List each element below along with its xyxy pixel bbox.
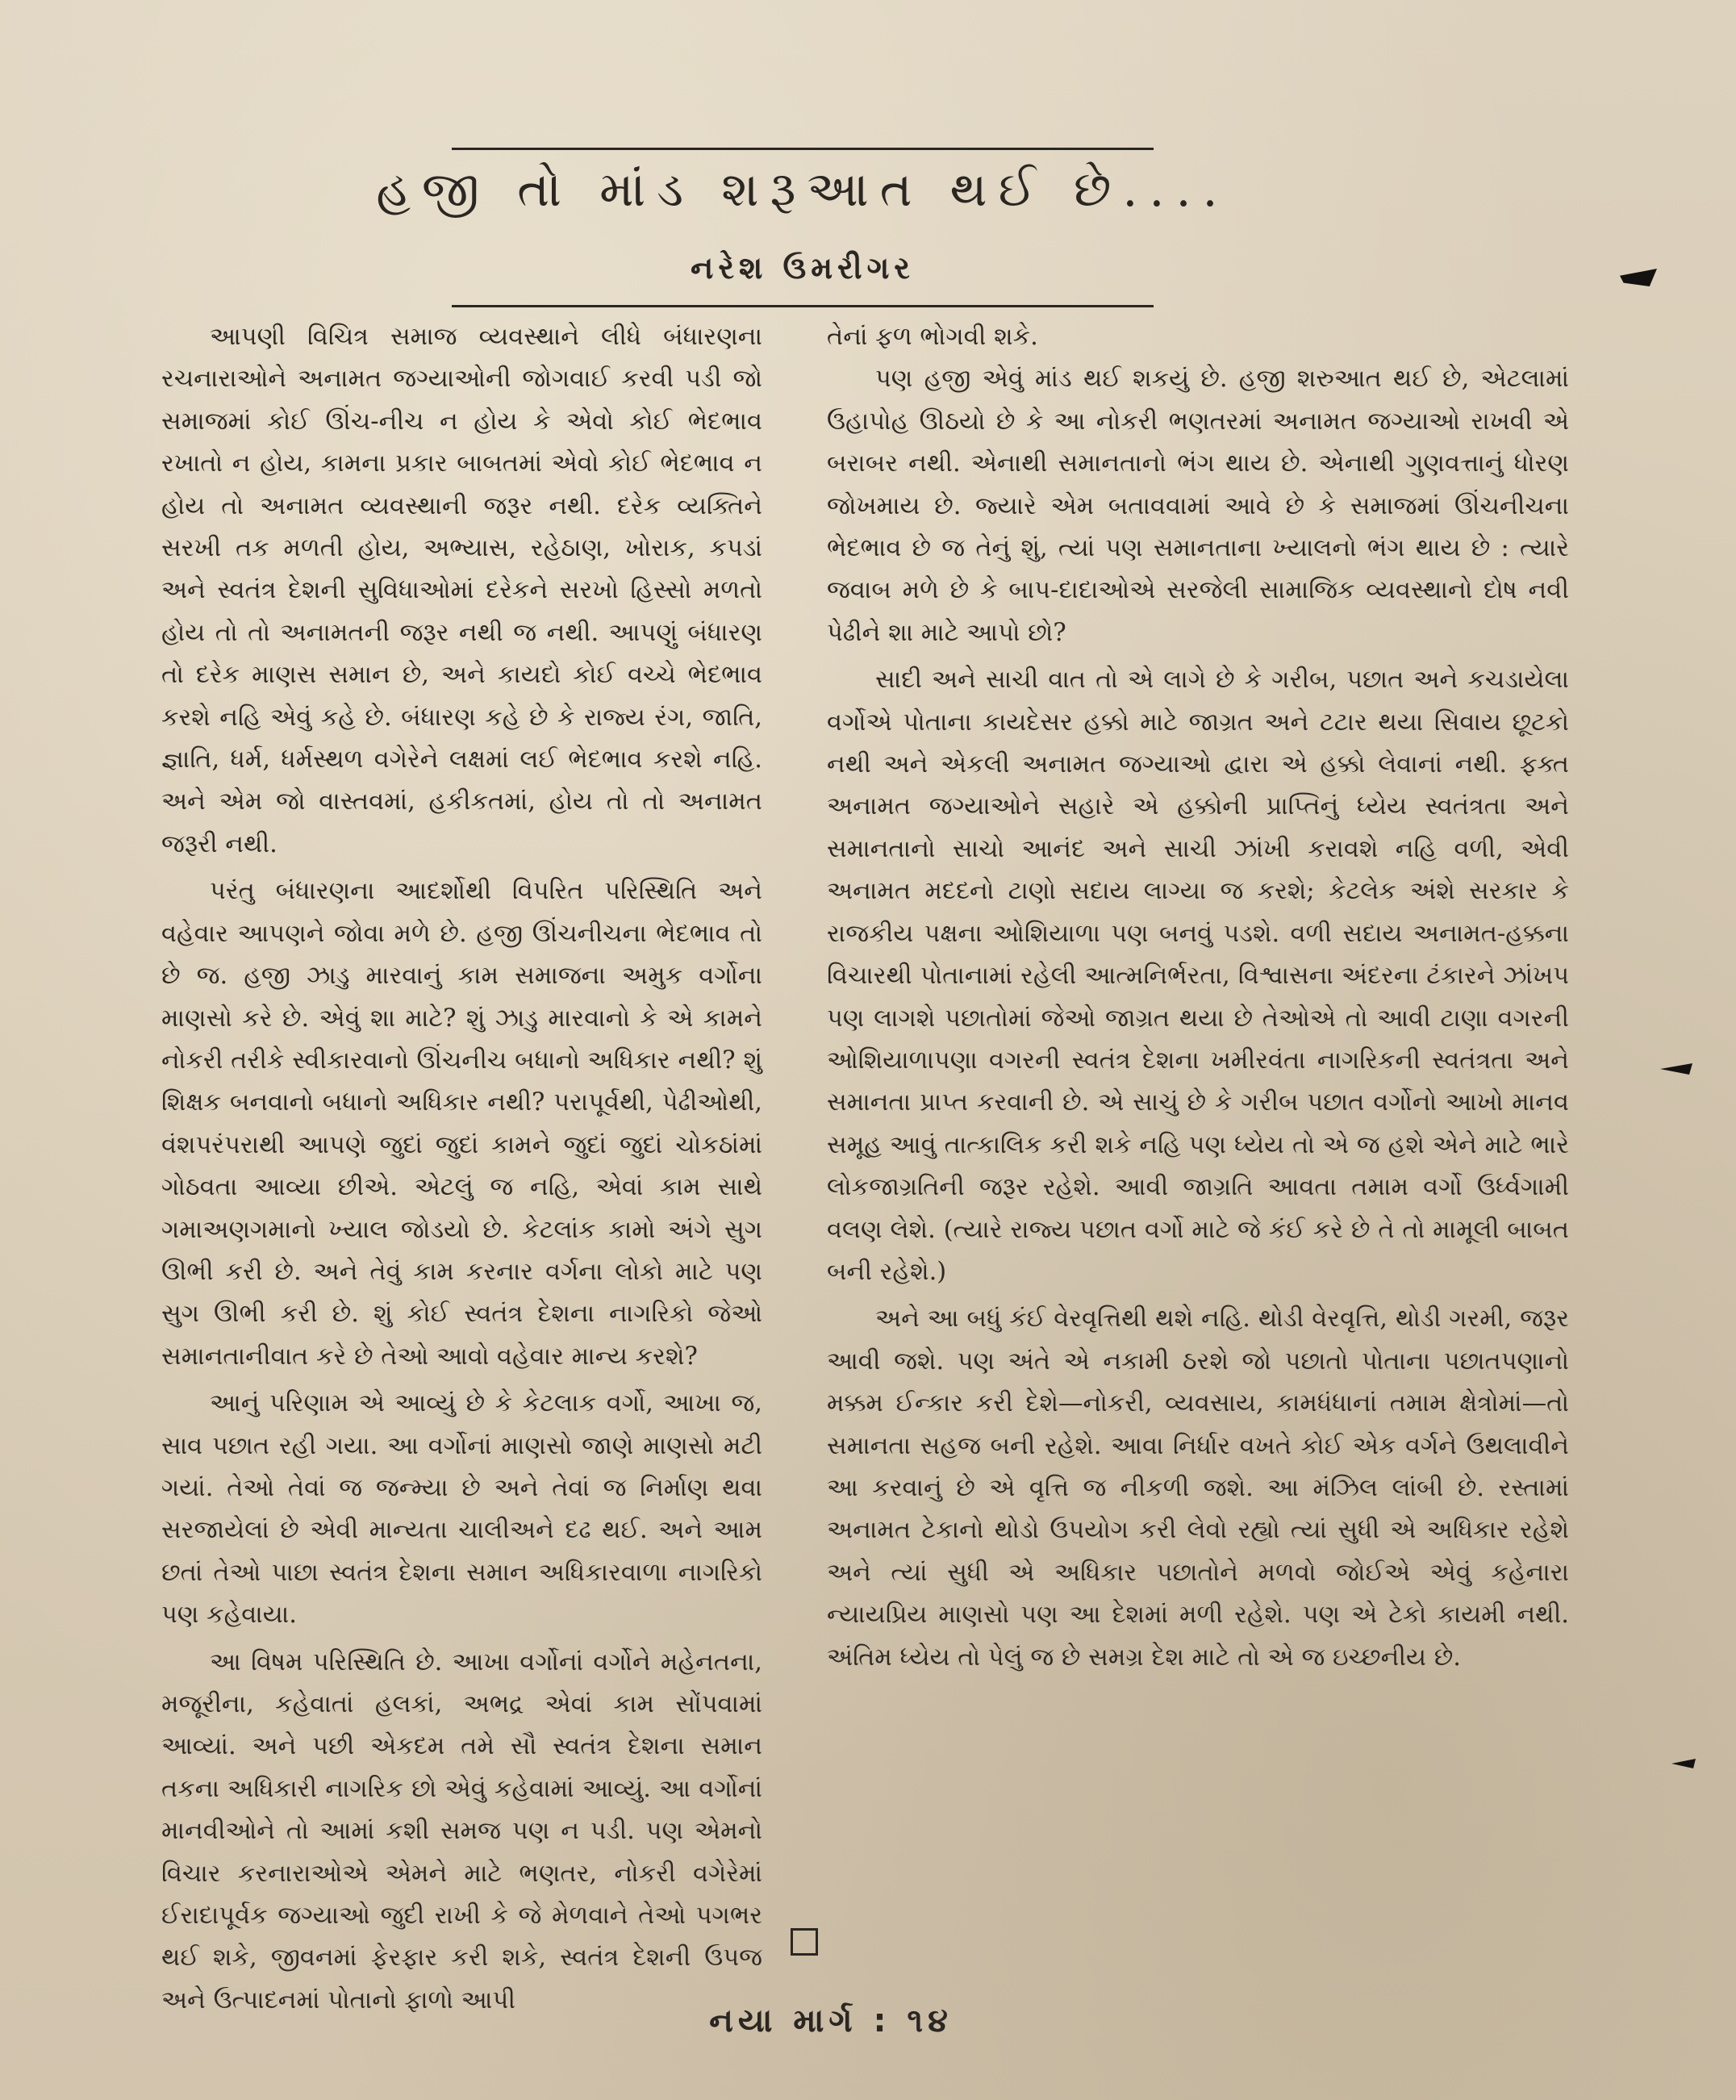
left-paragraph-1: આપણી વિચિત્ર સમાજ વ્યવસ્થાને લીધે બંધારણના રચનારાઓને અનામત જગ્યાઓની જોગવાઈ કરવી પડી જો સમાજમાં કોઈ ઊંચ-નીચ ન હોય કે એવો કોઈ ભેદભાવ રખાતો ન હોય, કામના પ્રકાર બાબતમાં એવો કોઈ ભેદભાવ ન હોય તો અનામત વ્યવસ્થાની જરૂર નથી. દરેક વ્યક્તિને સરખી તક મળતી હોય, અભ્યાસ, રહેઠાણ, ખોરાક, કપડાં અને સ્વતંત્ર દેશની સુવિધાઓમાં દરેકને સરખો હિસ્સો મળતો હોય તો તો અનામતની જરૂર નથી જ નથી. આપણું બંધારણ તો દરેક માણસ સમાન છે, અને કાયદો કોઈ વચ્ચે ભેદભાવ કરશે નહિ એવું કહે છે. બંધારણ કહે છે કે રાજ્ય રંગ, જાતિ, જ્ઞાતિ, ધર્મ, ધર્મસ્થળ વગેરેને લક્ષમાં લઈ ભેદભાવ કરશે નહિ. અને એમ જો વાસ્તવમાં, હકીકતમાં, હોય તો તો અનામત જરૂરી નથી. xyxy=(161,323,762,858)
page-footer-label: નયા માર્ગ : ૧૪ xyxy=(709,2002,953,2039)
left-paragraph-4: આ વિષમ પરિસ્થિતિ છે. આખા વર્ગોનાં વર્ગોને મહેનતના, મજૂરીના, કહેવાતાં હલકાં, અભદ્ર એવાં કામ સોંપવામાં આવ્યાં. અને પછી એકદમ તમે સૌ સ્વતંત્ર દેશના સમાન તકના અધિકારી નાગરિક છો એવું કહેવામાં આવ્યું. આ વર્ગોનાં માનવીઓને તો આમાં કશી સમજ પણ ન પડી. પણ એમનો વિચાર કરનારાઓએ એમને માટે ભણતર, નોકરી વગેરેમાં ઈરાદાપૂર્વક જગ્યાઓ જુદી રાખી કે જે મેળવાને તેઓ પગભર થઈ શકે, જીવનમાં ફેરફાર કરી શકે, સ્વતંત્ર દેશની ઉપજ અને ઉત્પાદનમાં પોતાનો ફાળો આપી xyxy=(161,1647,762,2014)
binding-tear-mark xyxy=(1660,1063,1692,1075)
article-author: નરેશ ઉમરીગર xyxy=(691,250,915,286)
right-column xyxy=(827,316,1569,1679)
left-paragraph-2: પરંતુ બંધારણના આદર્શોથી વિપરિત પરિસ્થિતિ અને વહેવાર આપણને જોવા મળે છે. હજી ઊંચનીચના ભેદભાવ તો છે જ. હજી ઝાડુ મારવાનું કામ સમાજના અમુક વર્ગોના માણસો કરે છે. એવું શા માટે? શું ઝાડુ મારવાનો કે એ કામને નોકરી તરીકે સ્વીકારવાનો ઊંચનીચ બધાનો અધિકાર નથી? શું શિક્ષક બનવાનો બધાનો અધિકાર નથી? પરાપૂર્વથી, પેઢીઓથી, વંશપરંપરાથી આપણે જુદાં જુદાં કામને જુદાં જુદાં ચોકઠાંમાં ગોઠવતા આવ્યા છીએ. એટલું જ નહિ, એવાં કામ સાથે ગમાઅણગમાનો ખ્યાલ જોડયો છે. કેટલાંક કામો અંગે સુગ ઊભી કરી છે. અને તેવું કામ કરનાર વર્ગના લોકો માટે પણ સુગ ઊભી કરી છે. શું કોઈ સ્વતંત્ર દેશના નાગરિકો જેઓ સમાનતાનીવાત કરે છે તેઓ આવો વહેવાર માન્ય કરશે? xyxy=(161,877,762,1371)
title-top-rule xyxy=(452,148,1154,150)
binding-tear-mark xyxy=(1620,269,1657,286)
left-column xyxy=(161,316,762,2022)
right-paragraph-2: પણ હજી એવું માંડ થઈ શકયું છે. હજી શરુઆત થઈ છે, એટલામાં ઉહાપોહ ઊઠયો છે કે આ નોકરી ભણતરમાં અનામત જગ્યાઓ રાખવી એ બરાબર નથી. એનાથી સમાનતાનો ભંગ થાય છે. એનાથી ગુણવત્તાનું ધોરણ જોખમાય છે. જ્યારે એમ બતાવવામાં આવે છે કે સમાજમાં ઊંચનીચના ભેદભાવ છે જ તેનું શું, ત્યાં પણ સમાનતાના ખ્યાલનો ભંગ થાય છે : ત્યારે જવાબ મળે છે કે બાપ-દાદાઓએ સરજેલી સામાજિક વ્યવસ્થાનો દોષ નવી પેઢીને શા માટે આપો છો? xyxy=(827,365,1569,647)
right-paragraph-1: તેનાં ફળ ભોગવી શકે. xyxy=(827,323,1038,351)
article-title: હજી તો માંડ શરૂઆત થઈ છે.... xyxy=(376,161,1229,218)
left-paragraph-3: આનું પરિણામ એ આવ્યું છે કે કેટલાક વર્ગો, આખા જ, સાવ પછાત રહી ગયા. આ વર્ગોનાં માણસો જાણે માણસો મટી ગયાં. તેઓ તેવાં જ જન્મ્યા છે અને તેવાં જ નિર્માણ થવા સરજાયેલાં છે એવી માન્યતા ચાલીઅને દઢ થઈ. અને આમ છતાં તેઓ પાછા સ્વતંત્ર દેશના સમાન અધિકારવાળા નાગરિકો પણ કહેવાયા. xyxy=(161,1389,762,1630)
author-bottom-rule xyxy=(452,305,1154,307)
right-paragraph-3: સાદી અને સાચી વાત તો એ લાગે છે કે ગરીબ, પછાત અને કચડાયેલા વર્ગોએ પોતાના કાયદેસર હક્કો માટે જાગ્રત અને ટટાર થયા સિવાય છૂટકો નથી અને એકલી અનામત જગ્યાઓ દ્વારા એ હક્કો લેવાનાં નથી. ફક્ત અનામત જગ્યાઓને સહારે એ હક્કોની પ્રાપ્તિનું ધ્યેય સ્વતંત્રતા અને સમાનતાનો સાચો આનંદ અને સાચી ઝાંખી કરાવશે નહિ વળી, એવી અનામત મદદનો ટાણો સદાય લાગ્યા જ કરશે; કેટલેક અંશે સરકાર કે રાજકીય પક્ષના ઓશિયાળા પણ બનવું પડશે. વળી સદાય અનામત-હક્કના વિચારથી પોતાનામાં રહેલી આત્મનિર્ભરતા, વિશ્વાસના અંદરના ટંકારને ઝાંખપ પણ લાગશે પછાતોમાં જેઓ જાગ્રત થયા છે તેઓએ તો આવી ટાણા વગરની ઓશિયાળાપણા વગરની સ્વતંત્ર દેશના ખમીરવંતા નાગરિકની સ્વતંત્રતા અને સમાનતા પ્રાપ્ત કરવાની છે. એ સાચું છે કે ગરીબ પછાત વર્ગોનો આખો માનવ સમૂહ આવું તાત્કાલિક કરી શકે નહિ પણ ધ્યેય તો એ જ હશે એને માટે ભારે લોકજાગ્રતિની જરૂર રહેશે. આવી જાગ્રતિ આવતા તમામ વર્ગો ઉર્ધ્વગામી વલણ લેશે. (ત્યારે રાજ્ય પછાત વર્ગો માટે જે કંઈ કરે છે તે તો મામૂલી બાબત બની રહેશે.) xyxy=(827,666,1569,1286)
article-end-mark xyxy=(791,1928,818,1956)
right-paragraph-4: અને આ બધું કંઈ વેરવૃત્તિથી થશે નહિ. થોડી વેરવૃત્તિ, થોડી ગરમી, જરૂર આવી જશે. પણ અંતે એ નકામી ઠરશે જો પછાતો પોતાના પછાતપણાનો મક્કમ ઈન્કાર કરી દેશે—નોકરી, વ્યવસાય, કામધંધાનાં તમામ ક્ષેત્રોમાં—તો સમાનતા સહજ બની રહેશે. આવા નિર્ધાર વખતે કોઈ એક વર્ગને ઉથલાવીને આ કરવાનું છે એ વૃત્તિ જ નીકળી જશે. આ મંઝિલ લાંબી છે. રસ્તામાં અનામત ટેકાનો થોડો ઉપયોગ કરી લેવો રહ્યો ત્યાં સુધી એ અધિકાર રહેશે અને ત્યાં સુધી એ અધિકાર પછાતોને મળવો જોઈએ એવું કહેનારા ન્યાયપ્રિય માણસો પણ આ દેશમાં મળી રહેશે. પણ એ ટેકો કાયમી નથી. અંતિમ ધ્યેય તો પેલું જ છે સમગ્ર દેશ માટે તો એ જ ઇચ્છનીય છે. xyxy=(827,1305,1569,1672)
binding-tear-mark xyxy=(1671,1759,1696,1768)
